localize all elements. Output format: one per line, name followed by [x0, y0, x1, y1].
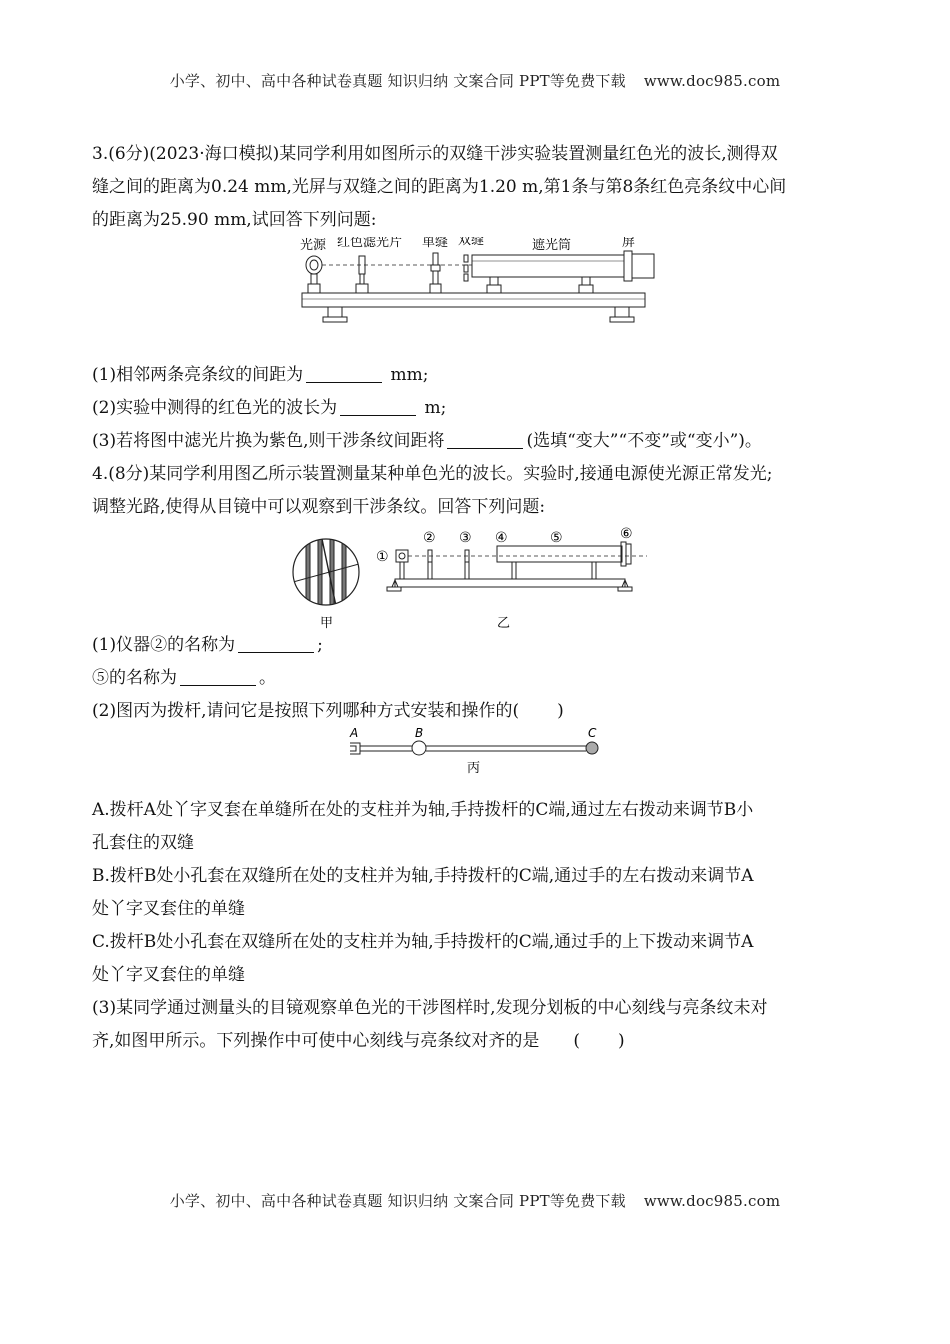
- page-header: [0, 70, 950, 91]
- label-light-source: 光源: [300, 238, 327, 253]
- q4-sub3-text: 齐,如图甲所示。下列操作中可使中心刻线与亮条纹对齐的是: [92, 1031, 540, 1051]
- q4-line1: 4.(8分)某同学利用图乙所示装置测量某种单色光的波长。实验时,接通电源使光源正常发光;: [92, 464, 773, 484]
- footer-text: 小学、初中、高中各种试卷真题 知识归纳 文案合同 PPT等免费下载: [169, 1192, 626, 1210]
- q3-sub3: [92, 425, 862, 458]
- label-jia: 甲: [320, 616, 334, 629]
- option-b-line2[interactable]: 处丫字叉套住的单缝: [92, 899, 245, 919]
- q4-figure: [92, 524, 862, 629]
- q3-sub1: [92, 359, 862, 392]
- footer-site: www.doc985.com: [643, 1192, 781, 1210]
- label-n6: ⑥: [620, 526, 633, 542]
- q3-sub2: [92, 392, 862, 425]
- q3-sub1-unit: mm;: [385, 365, 429, 385]
- q3-line2: 缝之间的距离为0.24 mm,光屏与双缝之间的距离为1.20 m,第1条与第8条红色亮条纹中心间: [92, 177, 787, 197]
- lever-rod-diagram: [92, 728, 862, 794]
- option-a-line2[interactable]: 孔套住的双缝: [92, 833, 194, 853]
- q3-sub3-text: (3)若将图中滤光片换为紫色,则干涉条纹间距将: [92, 431, 445, 451]
- label-n3: ③: [459, 530, 472, 546]
- q4-sub1c: [92, 662, 862, 695]
- q3-sub1-blank[interactable]: [306, 364, 382, 383]
- option-a-line1[interactable]: A.拨杆A处丫字叉套在单缝所在处的支柱并为轴,手持拨杆的C端,通过左右拨动来调节B小: [92, 800, 754, 820]
- label-screen: 屏: [622, 237, 636, 250]
- q3-sub2-text: (2)实验中测得的红色光的波长为: [92, 398, 338, 418]
- q4-sub1-blank[interactable]: [238, 634, 314, 653]
- rod-label-b: B: [415, 728, 424, 740]
- q3-sub2-blank[interactable]: [340, 397, 416, 416]
- option-b-line1[interactable]: B.拨杆B处小孔套在双缝所在处的支柱并为轴,手持拨杆的C端,通过手的左右拨动来调节A: [92, 866, 754, 886]
- q4-sub1c-text: ⑤的名称为: [92, 668, 177, 688]
- page-footer: [0, 1190, 950, 1211]
- option-c-line1[interactable]: C.拨杆B处小孔套在双缝所在处的支柱并为轴,手持拨杆的C端,通过手的上下拨动来调节A: [92, 932, 754, 952]
- q4-sub2-close: ): [557, 701, 564, 721]
- q3-sub3-blank[interactable]: [447, 430, 523, 449]
- q3-line3: 的距离为25.90 mm,试回答下列问题:: [92, 210, 377, 230]
- q4-sub2-text: (2)图丙为拨杆,请问它是按照下列哪种方式安装和操作的(: [92, 701, 520, 721]
- rod-caption: 丙: [467, 761, 481, 776]
- header-text: 小学、初中、高中各种试卷真题 知识归纳 文案合同 PPT等免费下载: [169, 72, 626, 90]
- rod-label-a: A: [350, 728, 359, 740]
- q4-sub3-line2: [92, 1025, 862, 1058]
- q4-sub1c-blank[interactable]: [180, 667, 256, 686]
- q4-sub1-text: (1)仪器②的名称为: [92, 635, 236, 655]
- label-single-slit: 单缝: [422, 237, 449, 250]
- header-site: www.doc985.com: [643, 72, 781, 90]
- rod-label-c: C: [588, 728, 597, 740]
- q4-sub2: [92, 695, 862, 728]
- label-n1: ①: [376, 549, 389, 565]
- q3-sub3-options: (选填“变大”“不变”或“变小”)。: [526, 431, 762, 451]
- q4-sub3-open: (: [573, 1031, 581, 1051]
- q4-sub1: [92, 629, 862, 662]
- q3-figure: [92, 237, 862, 359]
- q3-line1: 3.(6分)(2023·海口模拟)某同学利用如图所示的双缝干涉实验装置测量红色光的波长,测得双: [92, 144, 778, 164]
- option-c-line2[interactable]: 处丫字叉套住的单缝: [92, 965, 245, 985]
- label-red-filter: 红色滤光片: [337, 237, 403, 250]
- double-slit-apparatus-diagram: [92, 237, 862, 359]
- apparatus-with-eyepiece-diagram: [92, 524, 862, 629]
- label-yi: 乙: [497, 616, 511, 629]
- rod-figure: [92, 728, 862, 794]
- label-n5: ⑤: [550, 530, 563, 546]
- q3-sub1-text: (1)相邻两条亮条纹的间距为: [92, 365, 304, 385]
- q4-sub1c-end: 。: [259, 668, 276, 688]
- q4-sub3-line1: (3)某同学通过测量头的目镜观察单色光的干涉图样时,发现分划板的中心刻线与亮条纹未对: [92, 998, 768, 1018]
- question-content: [92, 138, 862, 1058]
- q4-line2: 调整光路,使得从目镜中可以观察到干涉条纹。回答下列问题:: [92, 497, 546, 517]
- q4-sub3-close: ): [618, 1031, 625, 1051]
- label-n4: ④: [495, 530, 508, 546]
- q3-sub2-unit: m;: [419, 398, 447, 418]
- label-n2: ②: [423, 530, 436, 546]
- label-light-tube: 遮光筒: [532, 238, 572, 253]
- q4-sub1-end: ;: [317, 635, 323, 655]
- label-double-slit: 双缝: [458, 237, 485, 248]
